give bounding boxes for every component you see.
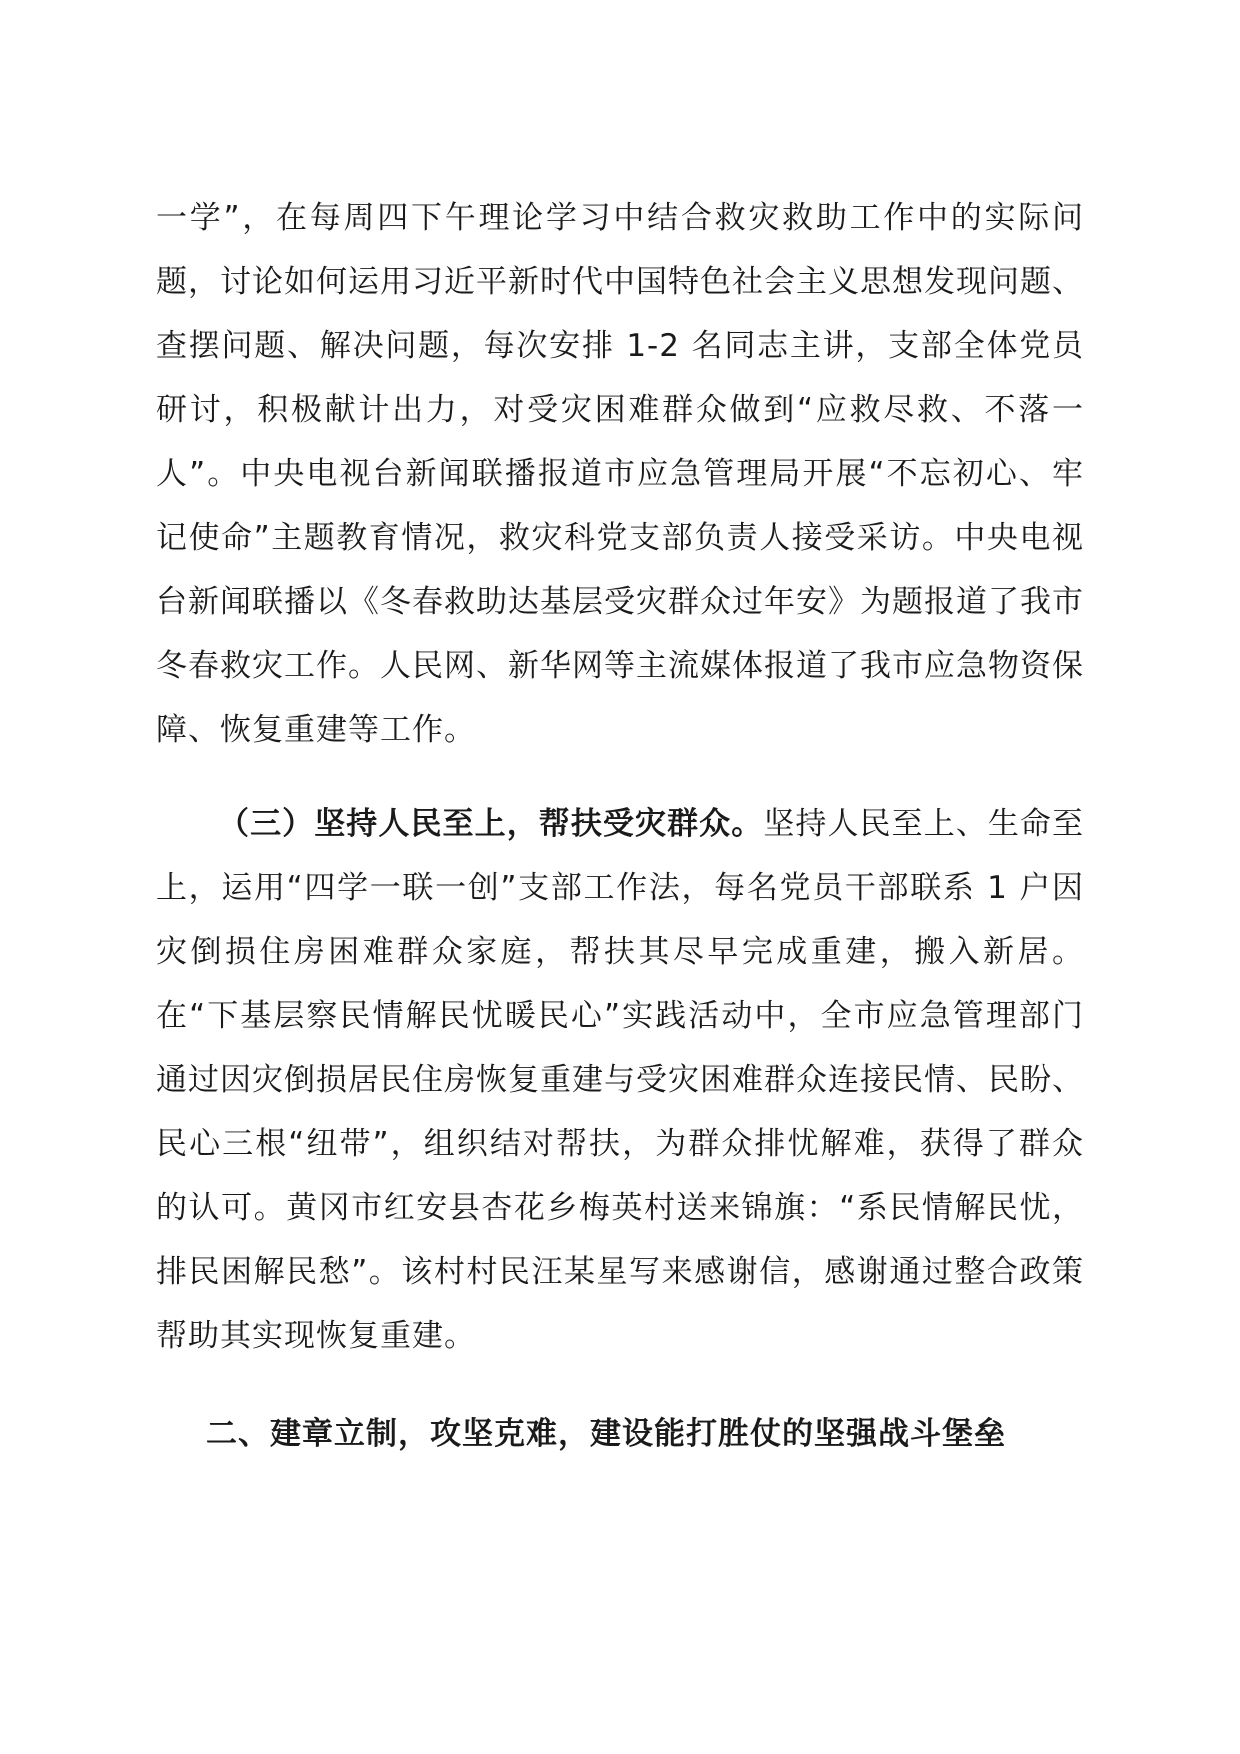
- section-subheading: （三）坚持人民至上，帮扶受灾群众。: [218, 806, 764, 842]
- paragraph-support-victims: [156, 792, 1084, 1368]
- paragraph-education-reports: 一学”，在每周四下午理论学习中结合救灾救助工作中的实际问题，讨论如何运用习近平新时代中国特色社会主义思想发现问题、查摆问题、解决问题，每次安排 1-2 名同志主讲，支部全体党员研讨，积极献计出力，对受灾困难群众做到“应救尽救、不落一人”。中央电视台新闻联播报道市应急管理局开展“不忘初心、牢记使命”主题教育情况，救灾科党支部负责人接受采访。中央电视台新闻联播以《冬春救助达基层受灾群众过年安》为题报道了我市冬春救灾工作。人民网、新华网等主流媒体报道了我市应急物资保障、恢复重建等工作。: [156, 200, 1084, 748]
- section-heading: 二、建章立制，攻坚克难，建设能打胜仗的坚强战斗堡垒: [206, 1416, 1006, 1452]
- document-body: [156, 186, 1084, 1466]
- paragraph-support-body: 坚持人民至上、生命至上，运用“四学一联一创”支部工作法，每名党员干部联系 1 户因灾倒损住房困难群众家庭，帮扶其尽早完成重建，搬入新居。在“下基层察民情解民忧暖民心”实践活动中，全市应急管理部门通过因灾倒损居民住房恢复重建与受灾困难群众连接民情、民盼、民心三根“纽带”，组织结对帮扶，为群众排忧解难，获得了群众的认可。黄冈市红安县杏花乡梅英村送来锦旗：“系民情解民忧，排民困解民愁”。该村村民汪某星写来感谢信，感谢通过整合政策帮助其实现恢复重建。: [156, 806, 1085, 1354]
